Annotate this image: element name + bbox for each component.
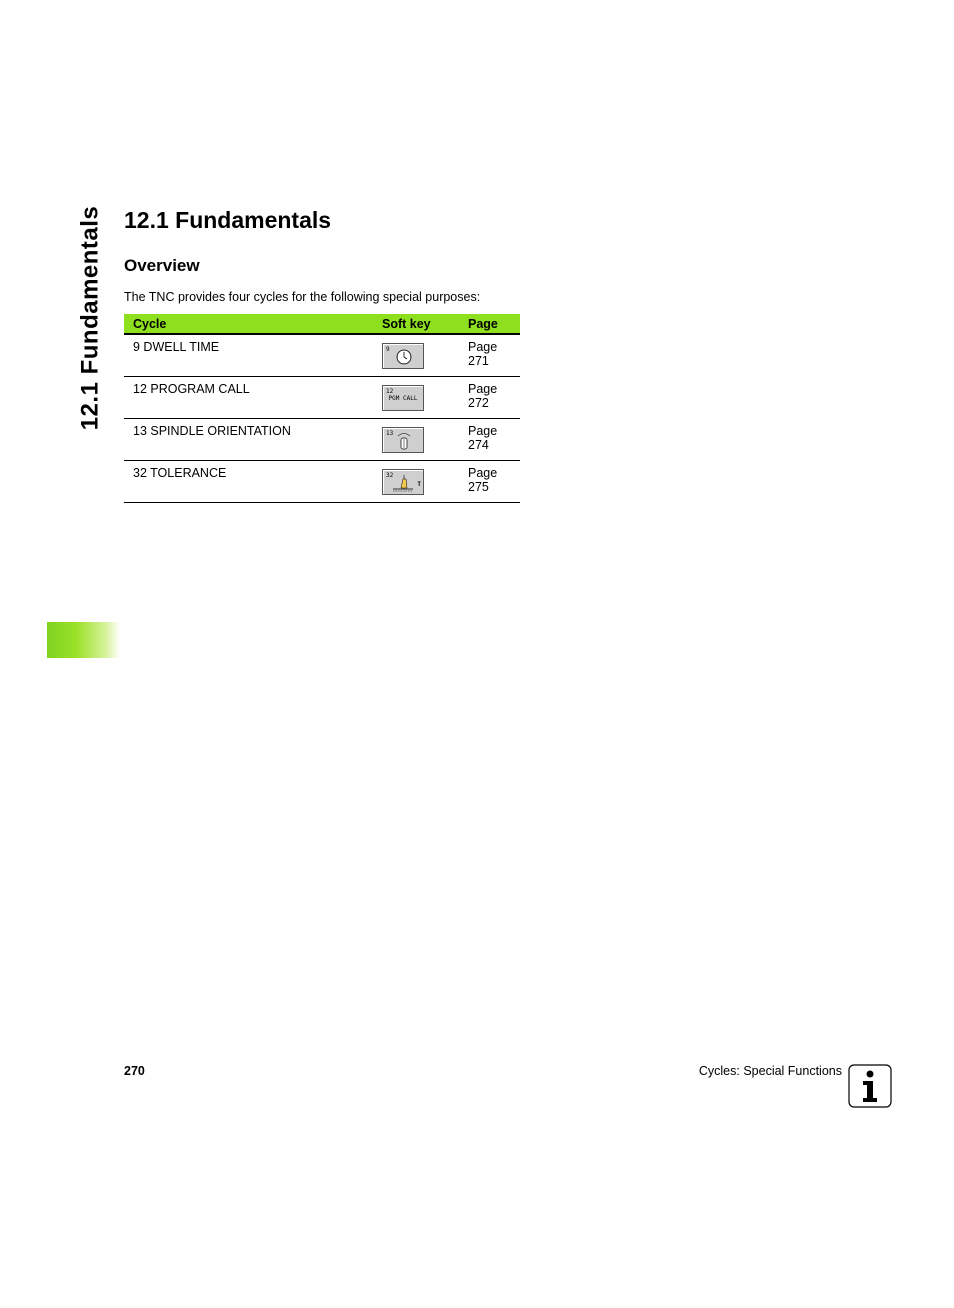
header-cycle: Cycle (124, 314, 373, 334)
page-ref: Page 274 (459, 418, 520, 460)
chapter-tab-marker (47, 622, 120, 658)
footer-chapter-name: Cycles: Special Functions (698, 1064, 842, 1078)
section-title: Overview (124, 256, 200, 275)
chapter-title: 12.1 Fundamentals (124, 207, 332, 233)
program-call-icon[interactable]: 12 PGM CALL (382, 385, 424, 411)
table-header-row (124, 314, 520, 334)
header-page: Page (459, 314, 520, 334)
table-row (124, 460, 520, 502)
vertical-section-title: 12.1 Fundamentals (76, 205, 104, 431)
cycle-name: 13 SPINDLE ORIENTATION (124, 418, 373, 460)
cycle-name: 9 DWELL TIME (124, 334, 373, 376)
tolerance-icon[interactable]: 32 T (382, 469, 424, 495)
cycle-name: 12 PROGRAM CALL (124, 376, 373, 418)
cycles-table (124, 314, 520, 503)
page-number: 270 (124, 1064, 145, 1078)
table-row (124, 334, 520, 376)
softkey-cell (373, 334, 459, 376)
page-ref: Page 272 (459, 376, 520, 418)
info-icon (848, 1064, 892, 1108)
softkey-cell (373, 460, 459, 502)
cycle-name: 32 TOLERANCE (124, 460, 373, 502)
page-ref: Page 271 (459, 334, 520, 376)
table-row (124, 376, 520, 418)
header-softkey: Soft key (373, 314, 459, 334)
dwell-time-clock-icon[interactable]: 9 (382, 343, 424, 369)
softkey-cell (373, 376, 459, 418)
spindle-orientation-icon[interactable]: 13 (382, 427, 424, 453)
intro-text: The TNC provides four cycles for the following special purposes: (124, 290, 481, 304)
table-row (124, 418, 520, 460)
softkey-cell (373, 418, 459, 460)
page-ref: Page 275 (459, 460, 520, 502)
